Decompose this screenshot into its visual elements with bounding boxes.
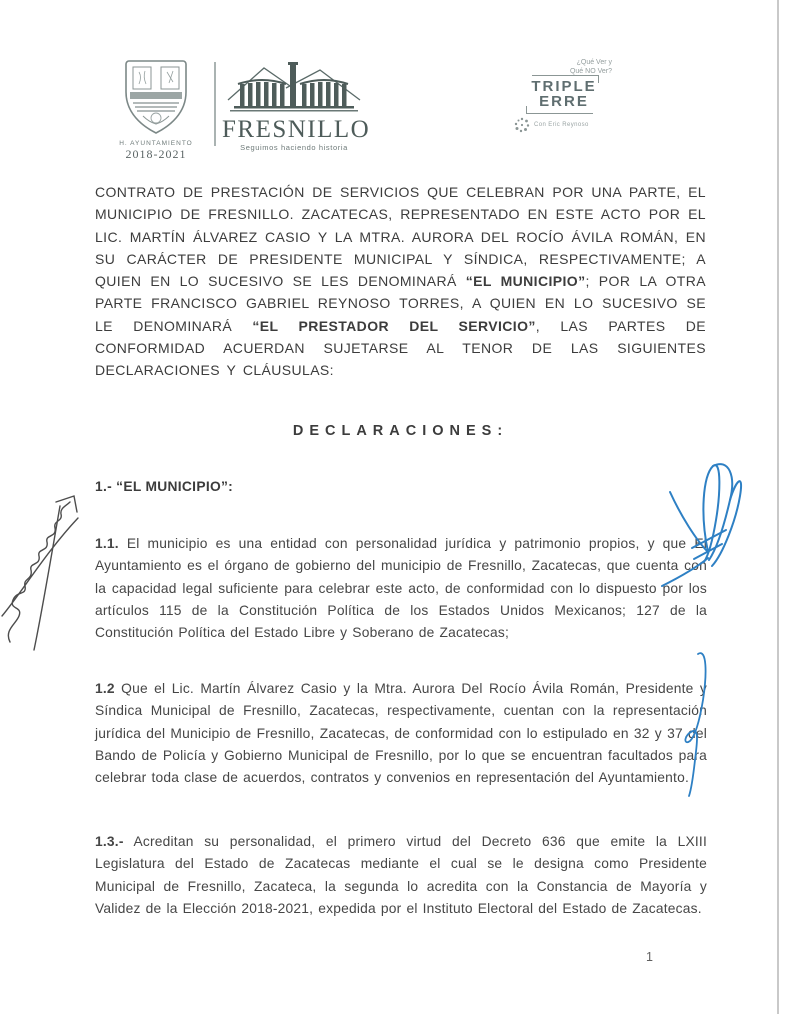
fresnillo-logo	[222, 60, 371, 152]
clause-number: 1.2	[95, 680, 115, 696]
term-el-prestador: “EL PRESTADOR DEL SERVICIO”	[252, 317, 536, 334]
municipal-coat-of-arms	[104, 58, 208, 162]
section-1-label: “EL MUNICIPIO”:	[116, 479, 234, 494]
dotted-circle-icon	[514, 117, 530, 133]
section-1-title	[95, 479, 706, 494]
clause-1-3	[95, 831, 707, 921]
scan-edge-artifact	[777, 0, 779, 1014]
fresnillo-monument-icon	[224, 60, 364, 112]
clause-text: Acreditan su personalidad, el primero virtud del Decreto 636 que emite la LXIII Legislatura del Estado de Zacatecas mediante el cual se le designa como Presidente Municipal de Fresnillo, Zacateca, la segunda lo acredita con la Constancia de Mayoría y Validez de la Elección 2018-2021, expedida por el Instituto Electoral del Estado de Zacatecas.	[95, 833, 707, 917]
clause-text: Que el Lic. Martín Álvarez Casio y la Mtra. Aurora Del Rocío Ávila Román, Presidente y Síndica Municipal de Fresnillo, Zacatecas, respectivamente, cuentan con la representación jurídica del Municipio de Fresnillo, Zacatecas, de conformidad con lo estipulado en 32 y 37 del Bando de Policía y Gobierno Municipal de Fresnillo, por lo que se encuentran facultados para celebrar toda clase de acuerdos, contratos y convenios en representación del Ayuntamiento.	[95, 680, 707, 786]
contract-intro-paragraph	[95, 181, 706, 382]
clause-1-1	[95, 533, 707, 645]
triple-erre-slogan-line1: ¿Qué Ver y	[576, 59, 612, 66]
triple-erre-name-line2: ERRE	[539, 93, 589, 110]
clause-1-2	[95, 678, 707, 790]
triple-erre-name-line1: TRIPLE	[531, 78, 597, 95]
blue-ink-initials-1	[656, 456, 748, 590]
declarations-heading: DECLARACIONES:	[292, 423, 509, 439]
logo-bracket-top	[532, 75, 599, 83]
triple-erre-caption: Con Eric Reynoso	[534, 122, 589, 128]
blue-ink-initials-2	[676, 646, 716, 802]
clause-number: 1.3.-	[95, 833, 124, 849]
seal-caption: H. AYUNTAMIENTO	[119, 140, 193, 147]
triple-erre-slogan-line2: Qué NO Ver?	[569, 68, 612, 75]
intro-text: , LAS PARTES DE CONFORMIDAD ACUERDAN SUJETARSE AL TENOR DE LAS SIGUIENTES DECLARACIONES Y CLÁUSULAS:	[95, 317, 706, 379]
intro-text: CONTRATO DE PRESTACIÓN DE SERVICIOS QUE CELEBRAN POR UNA PARTE, EL MUNICIPIO DE FRESNILLO. ZACATECAS, REPRESENTADO EN ESTE ACTO POR EL LIC. MARTÍN ÁLVAREZ CASIO Y LA MTRA. AURORA DEL ROCÍO ÁVILA ROMÁN, EN SU CARÁCTER DE PRESIDENTE MUNICIPAL Y SÍNDICA, RESPECTIVAMENTE; A QUIEN EN LO SUCESIVO SE LES DENOMINARÁ	[95, 184, 706, 290]
handwritten-signature-left-margin	[0, 490, 84, 652]
page-number: 1	[646, 950, 653, 964]
section-1-number: 1.-	[95, 479, 113, 494]
term-el-municipio: “EL MUNICIPIO”	[465, 273, 586, 290]
seal-years: 2018-2021	[125, 147, 187, 161]
clause-text: El municipio es una entidad con personalidad jurídica y patrimonio propios, y que El Ayuntamiento es el órgano de gobierno del municipio de Fresnillo, Zacatecas, que cuenta con la capacidad legal suficiente para celebrar este acto, de conformidad con lo dispuesto por los artículos 115 de la Constitución Política de los Estados Unidos Mexicanos; 127 de la Constitución Política del Estado Libre y Soberano de Zacatecas;	[95, 535, 707, 641]
triple-erre-logo	[506, 58, 622, 133]
intro-text: ; POR LA OTRA PARTE FRANCISCO GABRIEL REYNOSO TORRES, A QUIEN EN LO SUCESIVO SE LE DENOMINARÁ	[95, 273, 706, 334]
clause-number: 1.1.	[95, 535, 119, 551]
fresnillo-wordmark: FRESNILLO	[222, 116, 371, 143]
fresnillo-tagline: Seguimos haciendo historia	[240, 143, 348, 152]
header-divider-line	[214, 62, 216, 146]
logo-bracket-bottom	[526, 106, 593, 114]
coat-of-arms-icon	[119, 58, 193, 138]
